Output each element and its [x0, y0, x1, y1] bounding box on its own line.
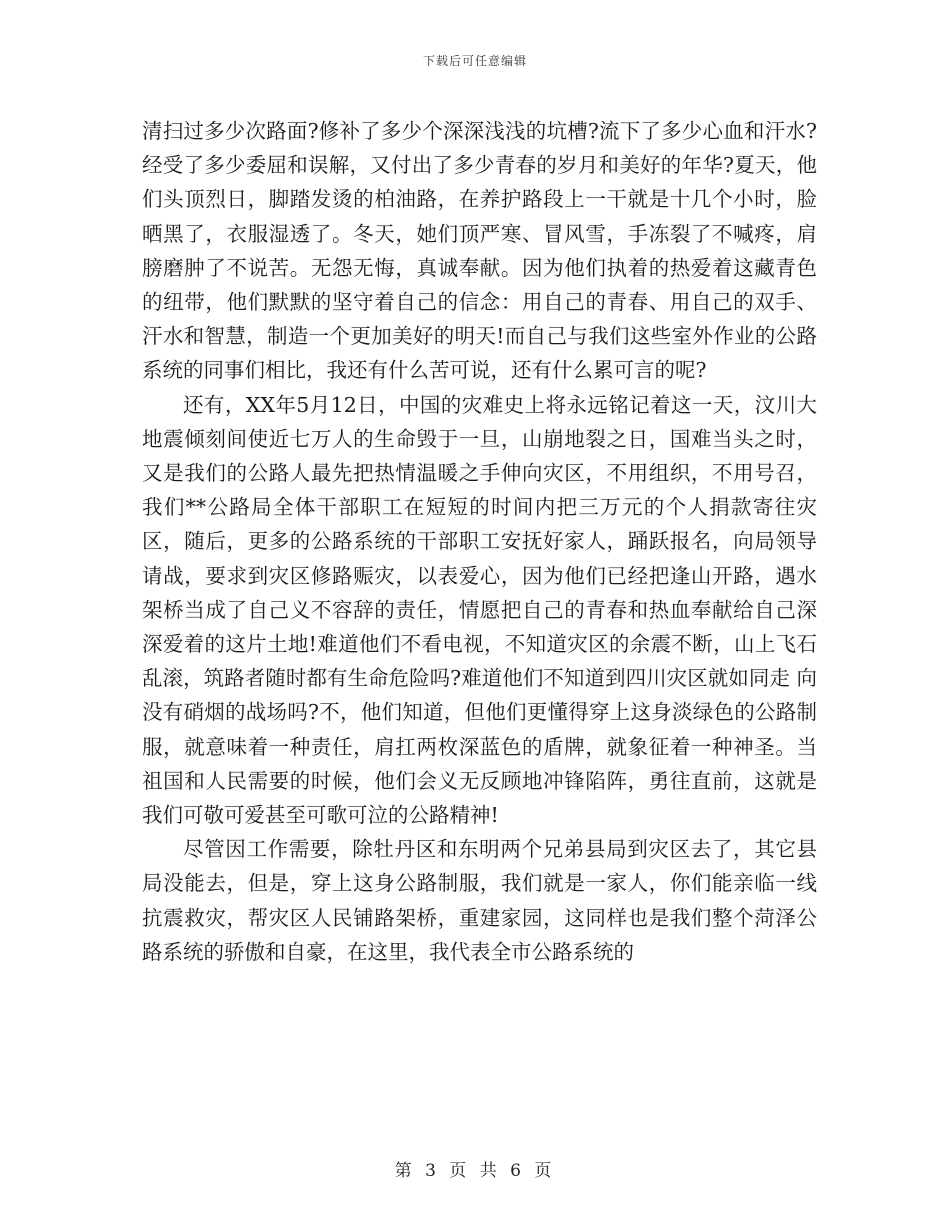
- page-number-footer: 第 3 页 共 6 页: [394, 1161, 556, 1181]
- paragraph-earthquake: 还有，XX年5月12日，中国的灾难史上将永远铭记着这一天，汶川大地震倾刻间使近七万人的生命毁于一旦，山崩地裂之日，国难当头之时，又是我们的公路人最先把热情温暖之手伸向灾区，不用组织，不用号召，我们**公路局全体干部职工在短短的时间内把三万元的个人捐款寄往灾区，随后，更多的公路系统的干部职工安抚好家人，踊跃报名，向局领导请战，要求到灾区修路赈灾，以表爱心，因为他们已经把逢山开路，遇水架桥当成了自己义不容辞的责任，情愿把自己的青春和热血奉献给自己深深爱着的这片土地!难道他们不看电视，不知道灾区的余震不断，山上飞石乱滚，筑路者随时都有生命危险吗?难道他们不知道到四川灾区就如同走 向没有硝烟的战场吗?不，他们知道，但他们更懂得穿上这身淡绿色的公路制服，就意味着一种责任，肩扛两枚深蓝色的盾牌，就象征着一种神圣。当祖国和人民需要的时候，他们会义无反顾地冲锋陷阵，勇往直前，这就是我们可敬可爱甚至可歌可泣的公路精神!: [142, 392, 817, 828]
- paragraph-continuation: 清扫过多少次路面?修补了多少个深深浅浅的坑槽?流下了多少心血和汗水?经受了多少委屈和误解，又付出了多少青春的岁月和美好的年华?夏天，他们头顶烈日，脚踏发烫的柏油路，在养护路段上一干就是十几个小时，脸晒黑了，衣服湿透了。冬天，她们顶严寒、冒风雪，手冻裂了不喊疼，肩膀磨肿了不说苦。无怨无悔，真诚奉献。因为他们执着的热爱着这藏青色的纽带，他们默默的坚守着自己的信念：用自己的青春、用自己的双手、汗水和智慧，制造一个更加美好的明天!而自己与我们这些室外作业的公路系统的同事们相比，我还有什么苦可说，还有什么累可言的呢?: [142, 119, 817, 383]
- page-header: 下载后可任意编辑: [422, 54, 527, 68]
- document-body: [142, 114, 817, 969]
- paragraph-family: 尽管因工作需要，除牡丹区和东明两个兄弟县局到灾区去了，其它县局没能去，但是，穿上这身公路制服，我们就是一家人，你们能亲临一线抗震救灾，帮灾区人民铺路架桥，重建家园，这同样也是我们整个菏泽公路系统的骄傲和自豪，在这里，我代表全市公路系统的: [142, 837, 817, 964]
